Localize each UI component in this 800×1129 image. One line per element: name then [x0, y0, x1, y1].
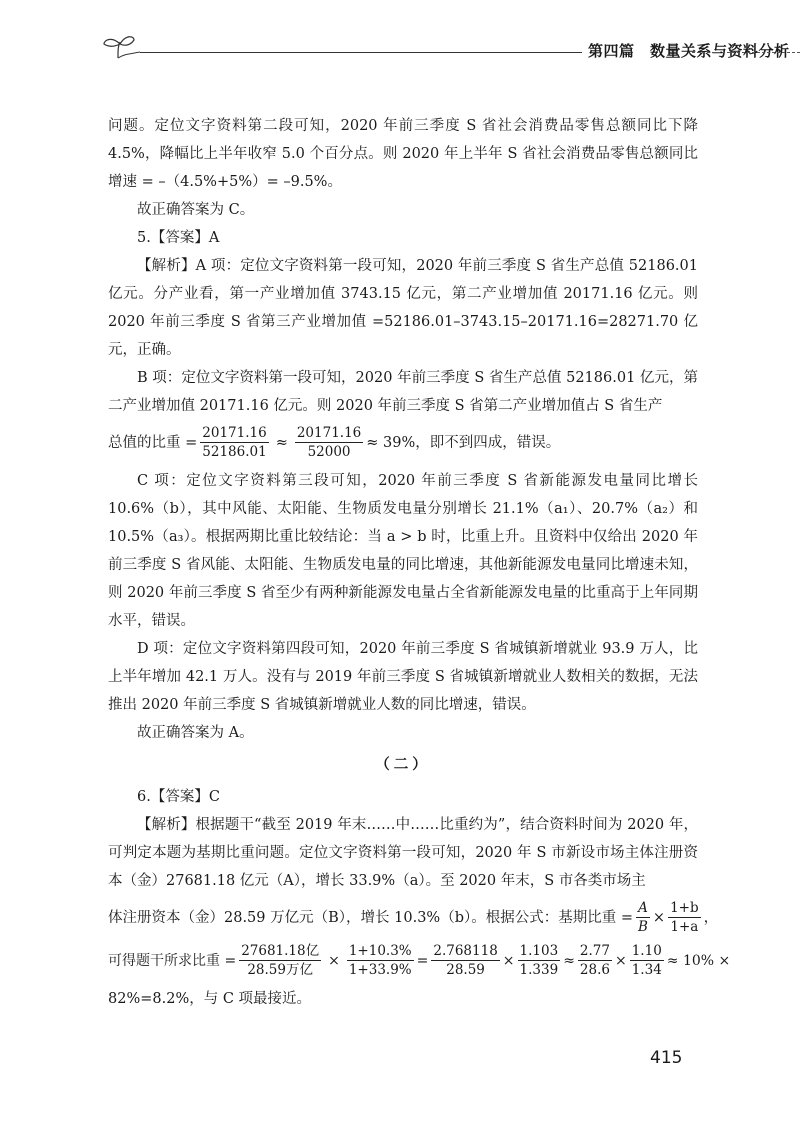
paragraph: 【解析】A 项：定位文字资料第一段可知，2020 年前三季度 S 省生产总值 52186.01 亿元。分产业看，第一产业增加值 3743.15 亿元，第二产业增加值 20171.16 亿元。则 2020 年前三季度 S 省第三产业增加值 =52186.01–3743.15–20171.16=28271.70 亿元，正确。	[108, 258, 698, 358]
formula-text: ，	[703, 909, 719, 926]
formula-line	[108, 899, 719, 936]
formula-text: 总值的比重 =	[108, 434, 198, 451]
fraction-numerator: 20171.16	[296, 425, 362, 441]
fraction-denominator: B	[638, 919, 648, 935]
page-number: 415	[650, 1048, 683, 1068]
paragraph: 故正确答案为 A。	[137, 725, 254, 741]
fraction	[431, 942, 499, 979]
page-header	[100, 30, 790, 66]
fraction-denominator: 28.59	[446, 962, 485, 978]
page-body	[108, 112, 731, 1013]
paragraph: 【解析】根据题干“截至 2019 年末……中……比重约为”，结合资料时间为 2020 年，可判定本题为基期比重问题。定位文字资料第一段可知，2020 年 S 市新设市场主体注册资本（金）27681.18 亿元（A），增长 33.9%（a）。至 2020 年末，S 市各类市场主	[108, 817, 698, 889]
operator: ×	[328, 952, 340, 969]
operator: ×	[502, 952, 515, 969]
fraction-denominator: 52186.01	[202, 444, 267, 460]
fraction-numerator: 1.10	[631, 943, 662, 959]
formula-line	[108, 424, 698, 461]
fraction	[630, 942, 664, 979]
formula-text: ≈ 39%，即不到四成，错误。	[366, 434, 561, 451]
fraction-denominator: 52000	[307, 444, 351, 460]
paragraph: 故正确答案为 C。	[137, 202, 255, 218]
fraction	[239, 942, 321, 979]
fraction-denominator: 28.59万亿	[247, 962, 313, 978]
section-title: 第四篇 数量关系与资料分析	[588, 42, 790, 60]
fraction-numerator: 2.77	[579, 943, 610, 959]
fraction	[347, 942, 414, 979]
paragraph: C 项：定位文字资料第三段可知，2020 年前三季度 S 省新能源发电量同比增长 10.6%（b），其中风能、太阳能、生物质发电量分别增长 21.1%（a₁）、20.7%（a₂）和 10.5%（a₃）。根据两期比重比较结论：当 a > b 时，比重上升。且资料中仅给出 2020 年前三季度 S 省风能、太阳能、生物质发电量的同比增速，其他新能源发电量同比增速未知，则 2020 年前三季度 S 省至少有两种新能源发电量占全省新能源发电量的比重高于上年同期水平，错误。	[108, 473, 698, 629]
fraction	[668, 899, 701, 936]
fraction-denominator: 1+33.9%	[348, 962, 412, 978]
fraction-numerator: A	[638, 900, 648, 916]
fraction	[636, 899, 650, 936]
operator: =	[416, 952, 429, 969]
fraction	[578, 942, 612, 979]
fraction-numerator: 27681.18亿	[241, 943, 320, 959]
paragraph: 问题。定位文字资料第二段可知，2020 年前三季度 S 省社会消费品零售总额同比下降 4.5%，降幅比上半年收窄 5.0 个百分点。则 2020 年上半年 S 省社会消费品零售总额同比增速 = –（4.5%+5%）= –9.5%。	[108, 118, 698, 190]
formula-text: ≈ 10% ×	[666, 952, 731, 969]
operator: ≈	[563, 952, 575, 969]
fraction	[200, 424, 268, 461]
formula-text: 体注册资本（金）28.59 万亿元（B），增长 10.3%（b）。根据公式：基期比重 =	[108, 909, 633, 926]
fraction-denominator: 1.34	[631, 962, 662, 978]
operator: ×	[614, 952, 627, 969]
header-rule	[140, 52, 582, 53]
fraction-numerator: 2.768118	[433, 943, 498, 959]
section-heading: （二）	[375, 756, 431, 773]
paragraph: B 项：定位文字资料第一段可知，2020 年前三季度 S 省生产总值 52186.01 亿元，第二产业增加值 20171.16 亿元。则 2020 年前三季度 S 省第二产业增加值占 S 省生产	[108, 370, 698, 414]
fraction-numerator: 1+b	[670, 900, 699, 916]
fraction-denominator: 1.339	[519, 962, 559, 978]
answer-heading: 5.【答案】A	[137, 230, 220, 246]
paragraph: 82%=8.2%，与 C 项最接近。	[108, 991, 312, 1007]
fraction-numerator: 20171.16	[202, 425, 267, 441]
fraction-denominator: 1+a	[670, 919, 699, 935]
fraction	[518, 942, 561, 979]
fraction-numerator: 1.103	[519, 943, 559, 959]
answer-heading: 6.【答案】C	[137, 789, 220, 805]
fraction-denominator: 28.6	[579, 962, 610, 978]
sprout-icon	[100, 30, 140, 66]
fraction	[295, 424, 363, 461]
header-rule-dashed	[692, 52, 800, 53]
formula-text: 可得题干所求比重 =	[108, 952, 237, 969]
operator: ×	[652, 909, 666, 926]
paragraph: D 项：定位文字资料第四段可知，2020 年前三季度 S 省城镇新增就业 93.9 万人，比上半年增加 42.1 万人。没有与 2019 年前三季度 S 省城镇新增就业人数相关的数据，无法推出 2020 年前三季度 S 省城镇新增就业人数的同比增速，错误。	[108, 641, 698, 713]
operator: ≈	[275, 434, 288, 451]
fraction-numerator: 1+10.3%	[348, 943, 412, 959]
formula-line	[108, 942, 731, 979]
